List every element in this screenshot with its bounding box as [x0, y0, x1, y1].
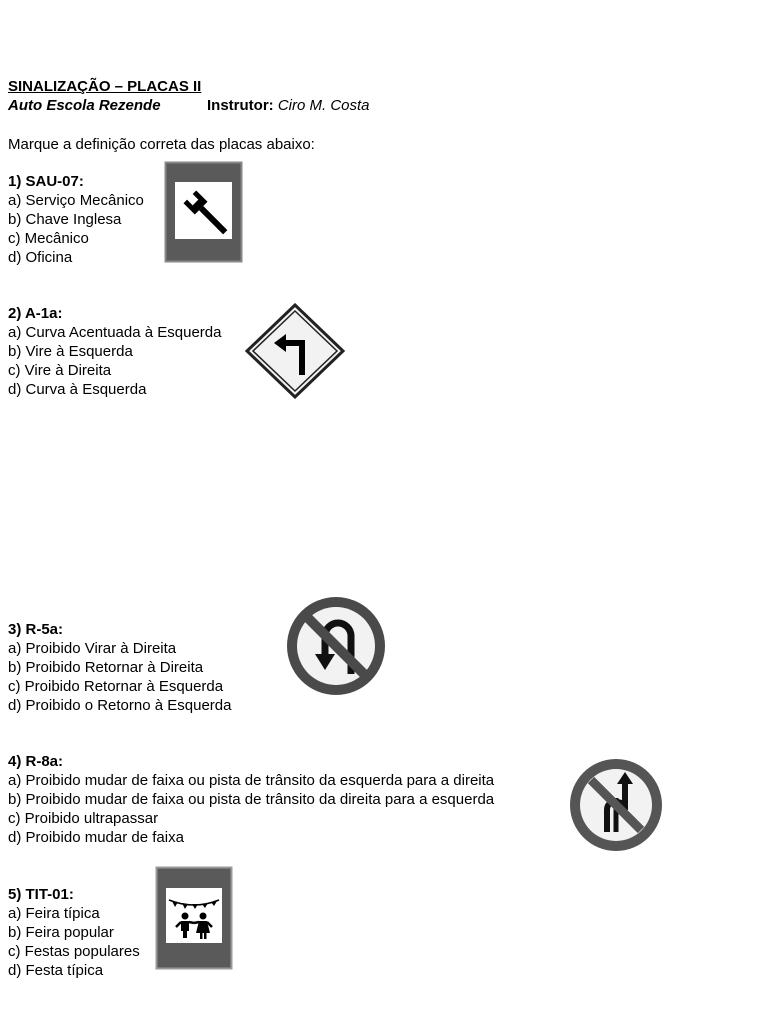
- option-b[interactable]: b) Proibido mudar de faixa ou pista de trânsito da direita para a esquerda: [8, 791, 495, 808]
- option-d[interactable]: d) Curva à Esquerda: [8, 381, 147, 398]
- option-c[interactable]: c) Mecânico: [8, 230, 89, 247]
- page-title: SINALIZAÇÃO – PLACAS II: [8, 78, 202, 95]
- option-b[interactable]: b) Feira popular: [8, 924, 114, 941]
- question-1: [8, 172, 144, 267]
- option-c[interactable]: c) Festas populares: [8, 943, 140, 960]
- option-b[interactable]: b) Vire à Esquerda: [8, 343, 133, 360]
- instructions-text: Marque a definição correta das placas abaixo:: [8, 136, 315, 153]
- question-label: 4) R-8a:: [8, 753, 64, 770]
- option-a[interactable]: a) Proibido Virar à Direita: [8, 640, 177, 657]
- instructor-label: Instrutor:: [207, 97, 274, 114]
- option-d[interactable]: d) Festa típica: [8, 962, 104, 979]
- option-b[interactable]: b) Chave Inglesa: [8, 211, 122, 228]
- header-subline: [8, 96, 161, 115]
- question-label: 5) TIT-01:: [8, 886, 74, 903]
- school-name: Auto Escola Rezende: [8, 97, 161, 114]
- question-label: 2) A-1a:: [8, 305, 63, 322]
- option-a[interactable]: a) Curva Acentuada à Esquerda: [8, 324, 222, 341]
- popular-festivals-sign-icon: [155, 866, 233, 970]
- instructor-line: [207, 96, 370, 115]
- no-u-turn-sign-icon: [286, 596, 387, 696]
- sharp-left-turn-warning-sign-icon: [244, 303, 346, 399]
- wrench-service-sign-icon: [164, 161, 243, 263]
- question-label: 1) SAU-07:: [8, 173, 84, 190]
- question-label: 3) R-5a:: [8, 621, 64, 638]
- question-4: [8, 752, 494, 847]
- option-b[interactable]: b) Proibido Retornar à Direita: [8, 659, 204, 676]
- option-d[interactable]: d) Proibido o Retorno à Esquerda: [8, 697, 232, 714]
- option-c[interactable]: c) Proibido Retornar à Esquerda: [8, 678, 224, 695]
- option-d[interactable]: d) Oficina: [8, 249, 73, 266]
- instructor-name: Ciro M. Costa: [277, 97, 370, 114]
- option-a[interactable]: a) Feira típica: [8, 905, 100, 922]
- no-lane-change-sign-icon: [569, 758, 663, 852]
- question-3: [8, 620, 231, 715]
- option-a[interactable]: a) Serviço Mecânico: [8, 192, 144, 209]
- option-c[interactable]: c) Proibido ultrapassar: [8, 810, 159, 827]
- option-d[interactable]: d) Proibido mudar de faixa: [8, 829, 184, 846]
- question-2: [8, 304, 221, 399]
- question-5: [8, 885, 140, 980]
- option-a[interactable]: a) Proibido mudar de faixa ou pista de trânsito da esquerda para a direita: [8, 772, 495, 789]
- option-c[interactable]: c) Vire à Direita: [8, 362, 112, 379]
